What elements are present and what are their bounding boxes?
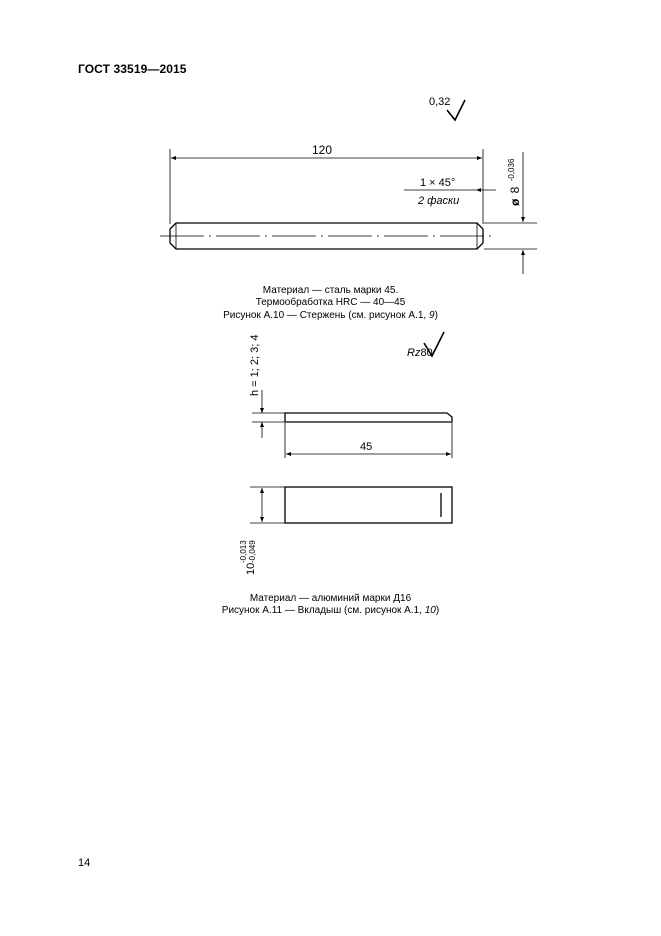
diameter-dimension-a10	[484, 152, 537, 274]
figure-a10-title: Рисунок А.10 — Стержень (см. рисунок А.1, 9)	[223, 309, 438, 321]
roughness-symbol-a11	[407, 332, 444, 359]
width-tol-lower: -0,049	[248, 540, 257, 563]
chamfer-callout	[404, 177, 496, 207]
length-value-a10: 120	[312, 143, 333, 157]
length-value-a11: 45	[360, 441, 373, 453]
chamfer-dim: 1 × 45°	[420, 177, 456, 189]
thickness-dim-a11: h = 1; 2; 3; 4	[249, 334, 261, 396]
figure-a10-caption	[0, 285, 661, 322]
svg-text:10	[245, 563, 257, 575]
page-number: 14	[78, 857, 91, 869]
width-value-a11: 10	[245, 562, 257, 575]
svg-text:ø 8 -0,036	[507, 158, 522, 206]
width-dimension-a11	[239, 487, 285, 575]
width-tol-upper: -0,013	[239, 540, 248, 563]
length-dimension-a11	[285, 423, 452, 458]
insert-side-view	[285, 413, 452, 422]
caption-heat-treatment-a10: Термообработка HRC — 40—45	[255, 297, 406, 309]
svg-text:Rz80	[407, 347, 433, 359]
roughness-value-a10: 0,32	[429, 96, 451, 108]
document-header: ГОСТ 33519—2015	[78, 62, 187, 76]
chamfer-note: 2 фаски	[418, 195, 460, 207]
roughness-symbol-a10	[429, 96, 465, 120]
figure-a10-title-ref: 9	[429, 309, 435, 321]
figure-a10-drawing	[0, 0, 661, 290]
roughness-prefix-a11: Rz	[407, 347, 421, 359]
diameter-tolerance: -0,036	[507, 158, 516, 182]
figure-a11-caption	[0, 593, 661, 618]
roughness-value-a11: 80	[420, 347, 433, 359]
diameter-symbol: ø	[508, 198, 522, 206]
figure-a11-title: Рисунок А.11 — Вкладыш (см. рисунок А.1, 10)	[221, 605, 440, 617]
insert-plan-view	[285, 487, 452, 523]
figure-a11-drawing	[0, 320, 661, 590]
caption-material-a11: Материал — алюминий марки Д16	[249, 593, 412, 604]
caption-material-a10: Материал — сталь марки 45.	[262, 285, 399, 296]
rod-body	[160, 223, 492, 249]
thickness-dimension-lines	[252, 390, 285, 438]
diameter-value: 8	[508, 186, 522, 194]
figure-a11-title-ref: 10	[424, 605, 436, 617]
